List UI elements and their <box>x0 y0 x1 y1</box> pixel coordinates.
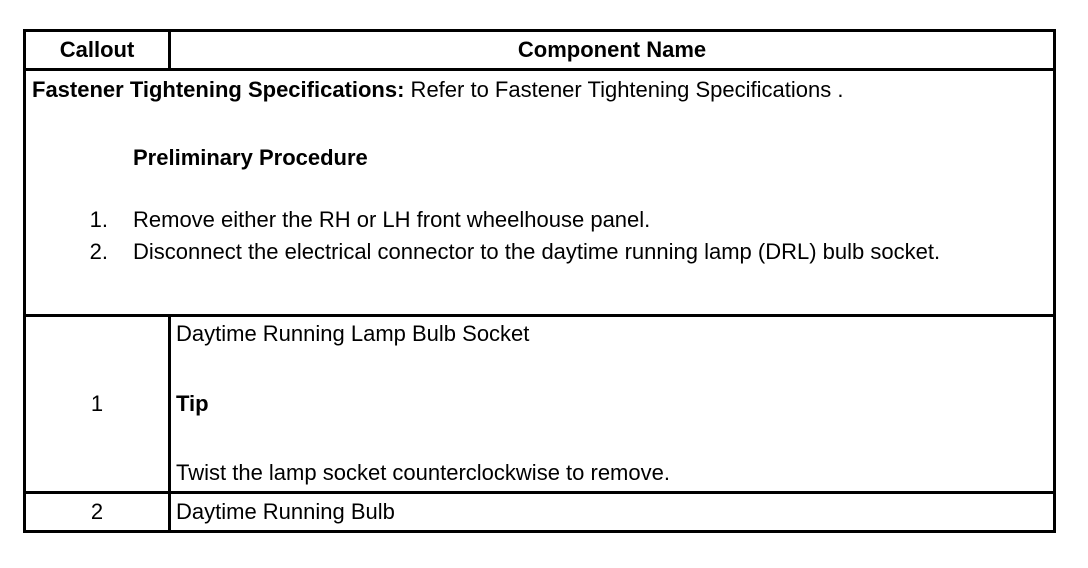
procedure-step <box>32 204 1053 236</box>
table-row <box>25 316 1055 493</box>
callout-cell: 2 <box>25 493 170 532</box>
procedure-step <box>32 236 1053 268</box>
procedure-table <box>23 29 1056 533</box>
step-text: Remove either the RH or LH front wheelhouse panel. <box>133 206 651 232</box>
specifications-cell <box>25 70 1055 316</box>
component-name: Daytime Running Bulb <box>170 493 1055 532</box>
header-callout: Callout <box>25 31 170 70</box>
component-name: Daytime Running Lamp Bulb Socket <box>176 321 530 346</box>
callout-cell: 1 <box>25 316 170 493</box>
step-number: 2. <box>89 238 108 264</box>
step-number: 1. <box>89 206 108 232</box>
header-row <box>25 31 1055 70</box>
header-component-name: Component Name <box>170 31 1055 70</box>
specifications-row <box>25 70 1055 316</box>
specifications-text: Refer to Fastener Tightening Specifications . <box>404 77 844 102</box>
preliminary-procedure-title: Preliminary Procedure <box>133 145 368 171</box>
procedure-steps <box>32 204 1053 268</box>
tip-text: Twist the lamp socket counterclockwise to remove. <box>176 459 670 485</box>
table-row <box>25 493 1055 532</box>
component-cell <box>170 316 1055 493</box>
step-text: Disconnect the electrical connector to the daytime running lamp (DRL) bulb socket. <box>133 238 941 264</box>
specifications-line <box>32 77 1053 103</box>
specifications-label: Fastener Tightening Specifications: <box>32 77 405 102</box>
tip-label: Tip <box>176 391 209 417</box>
